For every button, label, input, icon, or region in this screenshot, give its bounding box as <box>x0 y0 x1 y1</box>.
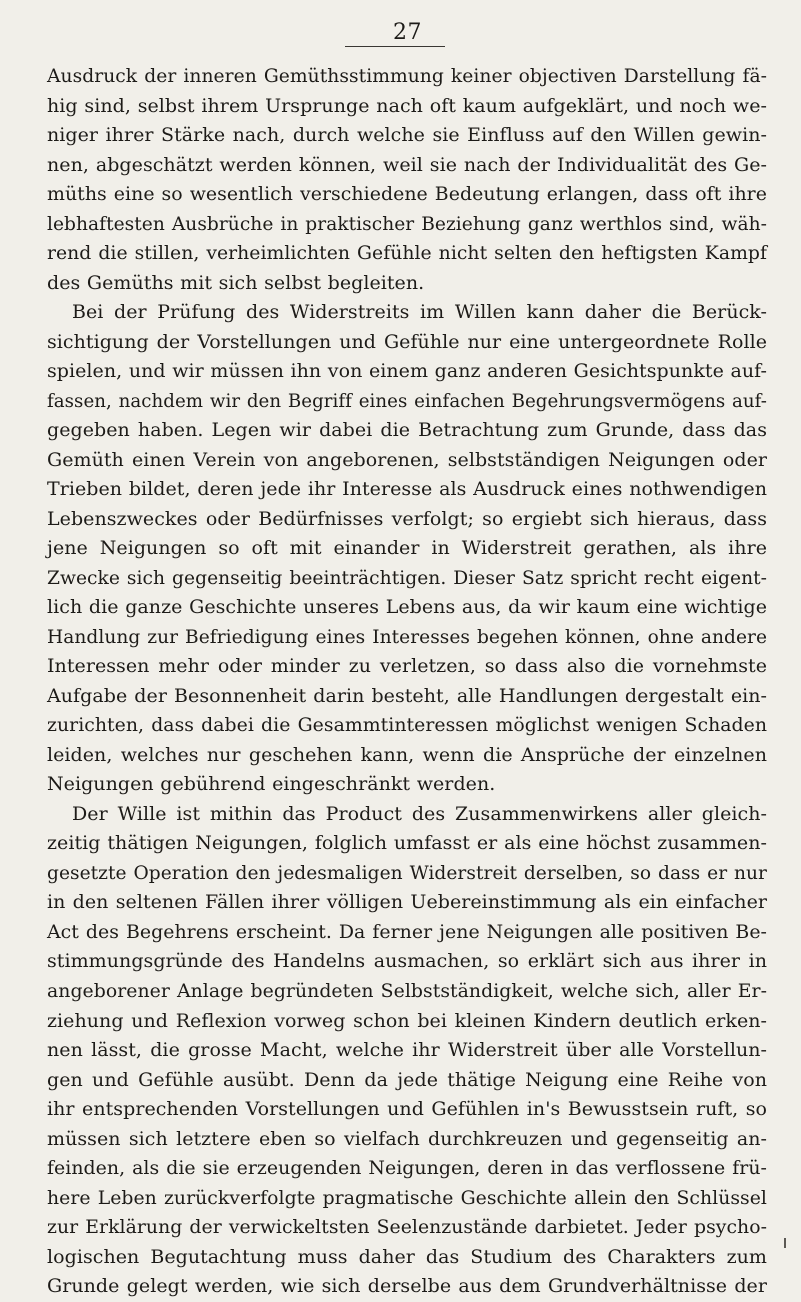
text-line: Interessen mehr oder minder zu verletzen, so dass also die vornehmste <box>47 655 767 678</box>
text-line: zurichten, dass dabei die Gesammtinteressen möglichst wenigen Schaden <box>47 715 767 737</box>
text-line: gegeben haben. Legen wir dabei die Betrachtung zum Grunde, dass das <box>47 419 767 442</box>
text-line: lebhaftesten Ausbrüche in praktischer Beziehung ganz werthlos sind, wäh- <box>47 213 767 235</box>
text-line: hig sind, selbst ihrem Ursprunge nach oft kaum aufgeklärt, und noch we- <box>47 94 767 117</box>
text-line: Lebenszweckes oder Bedürfnisses verfolgt; so ergiebt sich hieraus, dass <box>47 507 767 530</box>
text-line: gesetzte Operation den jedesmaligen Widerstreit derselben, so dass er nur <box>47 862 767 884</box>
text-line: Trieben bildet, deren jede ihr Interesse als Ausdruck eines nothwendigen <box>47 478 767 501</box>
text-line: des Gemüths mit sich selbst begleiten. <box>47 271 425 294</box>
text-line: nen, abgeschätzt werden können, weil sie nach der Individualität des Ge- <box>47 153 767 176</box>
text-line: Grunde gelegt werden, wie sich derselbe aus dem Grundverhältnisse der <box>47 1275 767 1298</box>
header-rule <box>345 46 445 47</box>
text-line: zeitig thätigen Neigungen, folglich umfasst er als eine höchst zusammen- <box>47 832 767 855</box>
text-line: in den seltenen Fällen ihrer völligen Uebereinstimmung als ein einfacher <box>47 891 767 914</box>
body-text <box>47 62 767 1302</box>
text-line: nen lässt, die grosse Macht, welche ihr Widerstreit über alle Vorstellun- <box>47 1039 767 1062</box>
text-line: Gemüth einen Verein von angeborenen, selbstständigen Neigungen oder <box>47 448 767 471</box>
text-line: müssen sich letztere eben so vielfach durchkreuzen und gegenseitig an- <box>47 1127 767 1150</box>
text-line: Neigungen gebührend eingeschränkt werden. <box>47 773 496 796</box>
text-line: Act des Begehrens erscheint. Da ferner jene Neigungen alle positiven Be- <box>47 920 767 943</box>
text-line: zur Erklärung der verwickeltsten Seelenzustände darbietet. Jeder psycho- <box>47 1217 767 1239</box>
page-number: 27 <box>393 20 422 45</box>
text-line: leiden, welches nur geschehen kann, wenn die Ansprüche der einzelnen <box>47 743 767 766</box>
text-line: ziehung und Reflexion vorweg schon bei kleinen Kindern deutlich erken- <box>47 1009 767 1032</box>
text-line: Zwecke sich gegenseitig beeinträchtigen. Dieser Satz spricht recht eigent- <box>47 567 767 589</box>
text-line: spielen, und wir müssen ihn von einem ganz anderen Gesichtspunkte auf- <box>47 360 767 383</box>
text-line: niger ihrer Stärke nach, durch welche sie Einfluss auf den Willen gewin- <box>47 124 767 147</box>
text-line: jene Neigungen so oft mit einander in Widerstreit gerathen, als ihre <box>47 537 767 560</box>
text-line: Der Wille ist mithin das Product des Zusammenwirkens aller gleich- <box>72 802 767 825</box>
text-line: ihr entsprechenden Vorstellungen und Gefühlen in's Bewusstsein ruft, so <box>47 1098 767 1121</box>
text-line: fassen, nachdem wir den Begriff eines einfachen Begehrungsvermögens auf- <box>47 390 767 412</box>
text-line: lich die ganze Geschichte unseres Lebens aus, da wir kaum eine wichtige <box>47 596 767 619</box>
text-line: stimmungsgründe des Handelns ausmachen, so erklärt sich aus ihrer in <box>47 950 767 973</box>
text-line: rend die stillen, verheimlichten Gefühle nicht selten den heftigsten Kampf <box>47 243 767 265</box>
text-line: here Leben zurückverfolgte pragmatische Geschichte allein den Schlüssel <box>47 1187 767 1209</box>
text-line: müths eine so wesentlich verschiedene Bedeutung erlangen, dass oft ihre <box>47 183 767 206</box>
text-line: logischen Begutachtung muss daher das Studium des Charakters zum <box>47 1245 767 1268</box>
text-line: Aufgabe der Besonnenheit darin besteht, alle Handlungen dergestalt ein- <box>47 684 767 707</box>
scan-edge-mark <box>784 1238 786 1248</box>
text-line: Handlung zur Befriedigung eines Interesses begehen können, ohne andere <box>47 626 767 648</box>
text-line: angeborener Anlage begründeten Selbstständigkeit, welche sich, aller Er- <box>47 980 767 1002</box>
text-line: gen und Gefühle ausübt. Denn da jede thätige Neigung eine Reihe von <box>47 1068 767 1091</box>
text-line: sichtigung der Vorstellungen und Gefühle nur eine untergeordnete Rolle <box>47 330 767 353</box>
text-line: feinden, als die sie erzeugenden Neigungen, deren in das verflossene frü- <box>47 1157 767 1180</box>
text-line: Bei der Prüfung des Widerstreits im Willen kann daher die Berück- <box>72 301 767 324</box>
text-line: Ausdruck der inneren Gemüthsstimmung keiner objectiven Darstellung fä- <box>47 66 767 87</box>
